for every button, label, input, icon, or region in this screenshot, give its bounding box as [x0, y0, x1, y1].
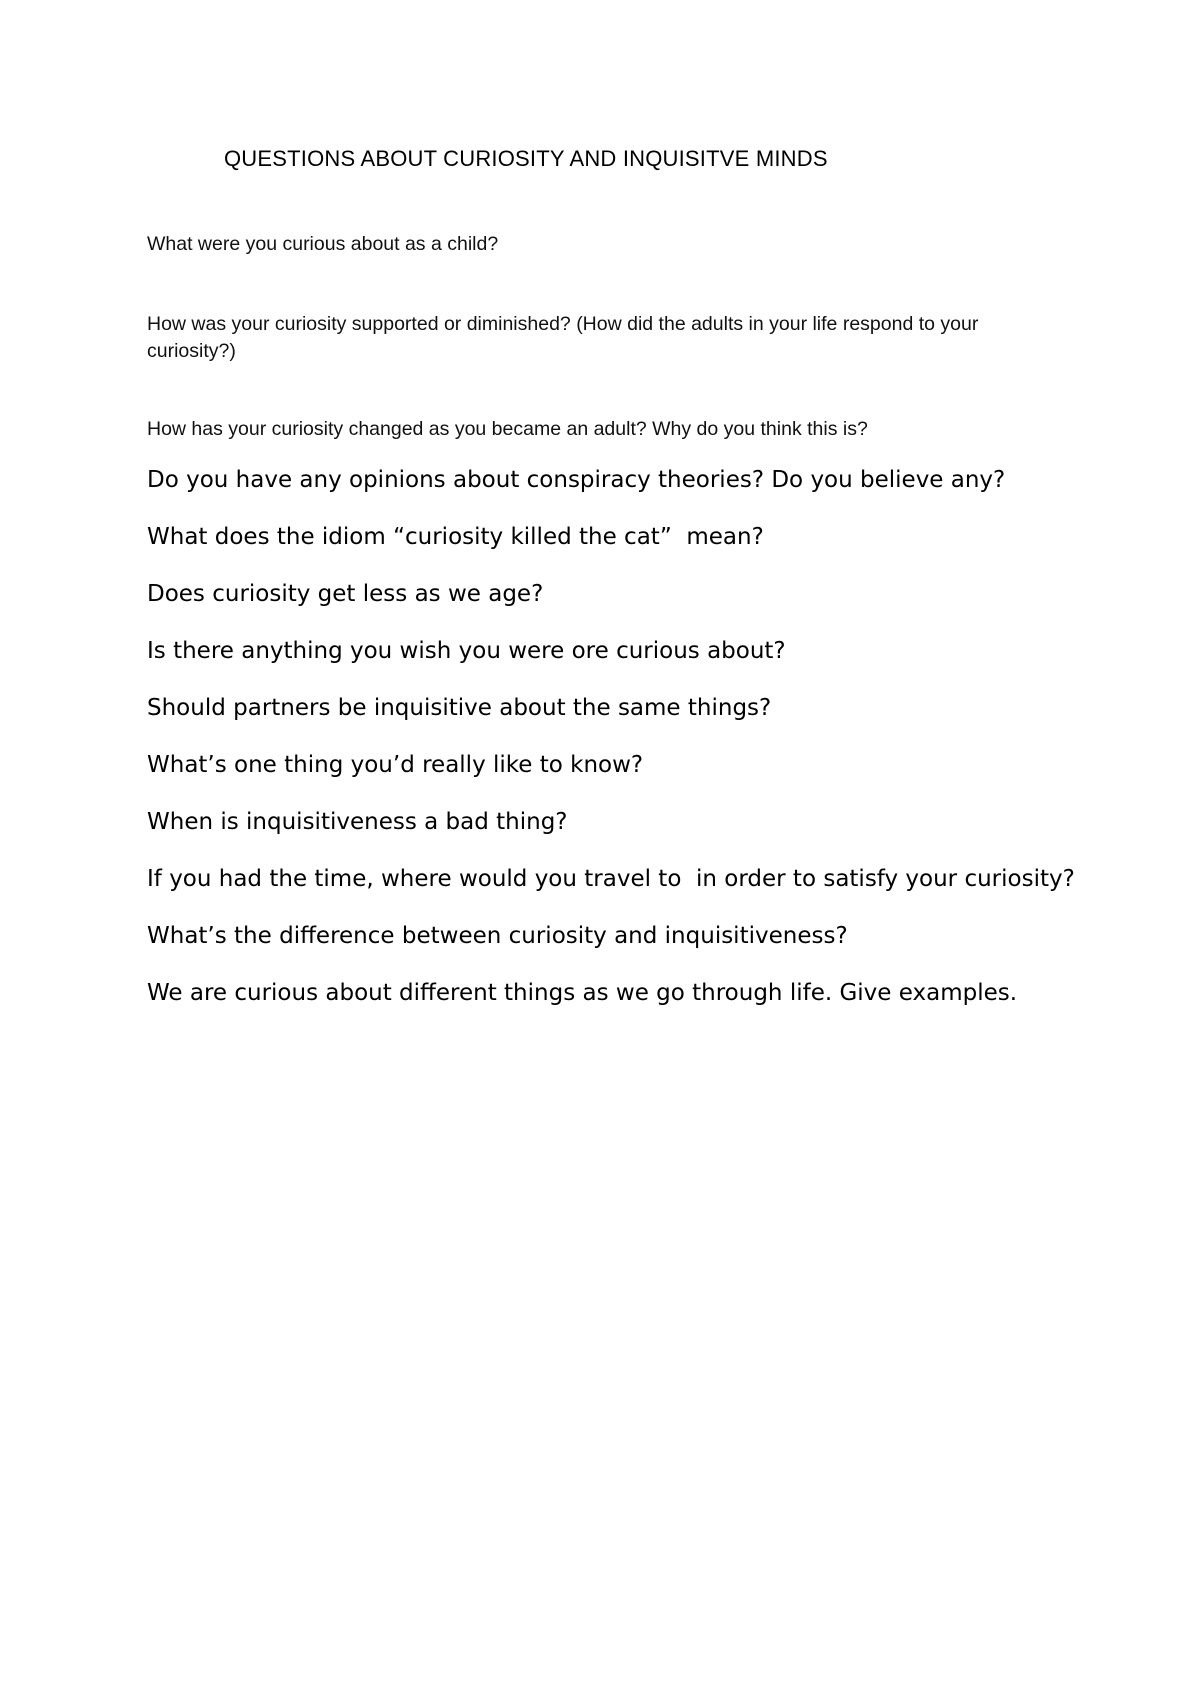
question-item: Do you have any opinions about conspiracy theories? Do you believe any? [147, 467, 1006, 493]
question-item: Should partners be inquisitive about the same things? [147, 695, 772, 721]
question-item: When is inquisitiveness a bad thing? [147, 809, 568, 835]
question-list [147, 466, 1077, 1036]
question-item: How has your curiosity changed as you became an adult? Why do you think this is? [147, 418, 868, 440]
question-item: If you had the time, where would you travel to in order to satisfy your curiosity? [147, 866, 1075, 892]
question-item: How was your curiosity supported or diminished? (How did the adults in your life respond to your curiosity?) [147, 313, 979, 362]
question-item: We are curious about different things as we go through life. Give examples. [147, 980, 1018, 1006]
question-item: Does curiosity get less as we age? [147, 581, 544, 607]
question-item: What’s one thing you’d really like to know? [147, 752, 644, 778]
question-item: What’s the difference between curiosity and inquisitiveness? [147, 923, 848, 949]
question-item: What were you curious about as a child? [147, 233, 499, 255]
question-item: Is there anything you wish you were ore curious about? [147, 638, 786, 664]
question-item: What does the idiom “curiosity killed the cat” mean? [147, 524, 764, 550]
page-title: QUESTIONS ABOUT CURIOSITY AND INQUISITVE MINDS [224, 146, 828, 171]
